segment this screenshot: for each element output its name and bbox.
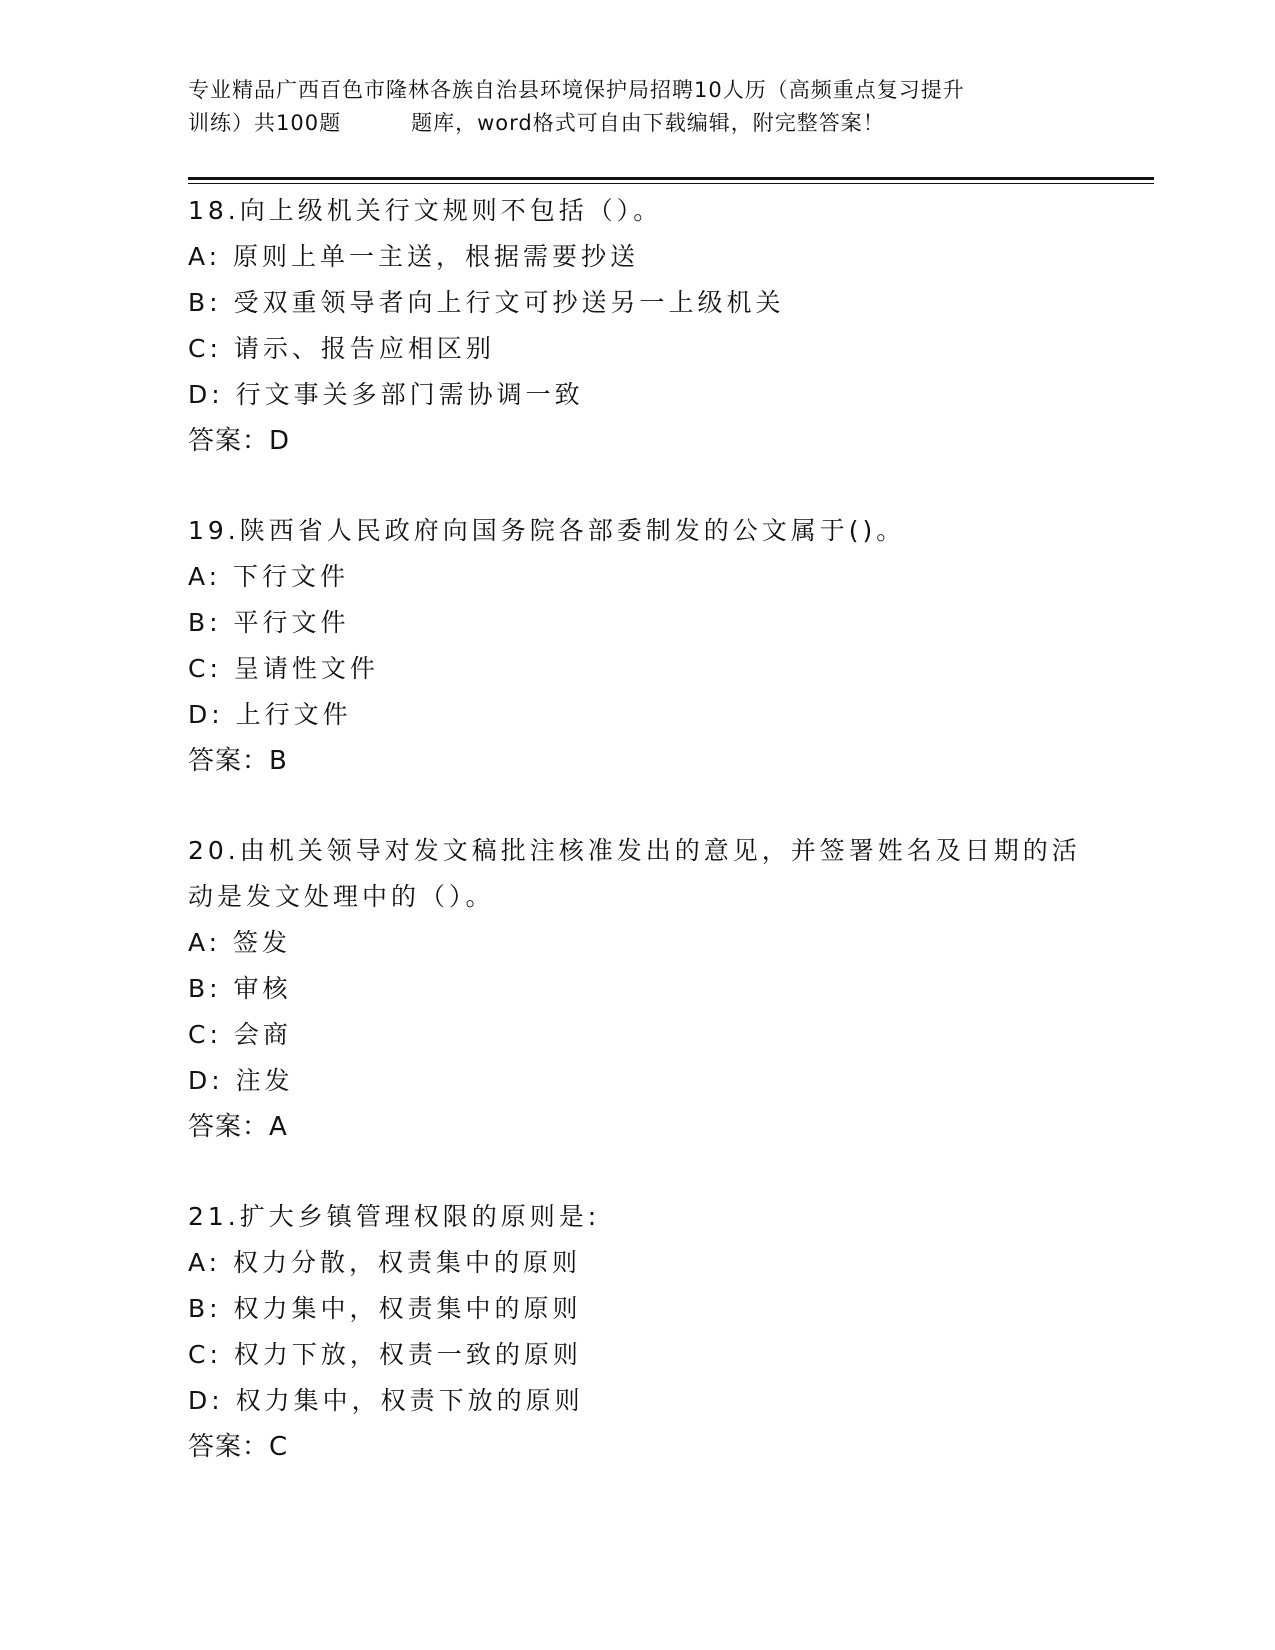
question-stem: 19.陕西省人民政府向国务院各部委制发的公文属于()。 — [188, 516, 906, 545]
option-a: A: 下行文件 — [188, 562, 350, 591]
option-c: C: 呈请性文件 — [188, 654, 379, 683]
option-d: D: 上行文件 — [188, 700, 352, 729]
question-stem: 21.扩大乡镇管理权限的原则是: — [188, 1202, 601, 1231]
header-title-part-1: 训练）共100题 — [188, 111, 342, 135]
option-c: C: 请示、报告应相区别 — [188, 334, 495, 363]
question-19 — [188, 508, 1148, 784]
option-a: A: 权力分散，权责集中的原则 — [188, 1248, 582, 1277]
option-a: A: 签发 — [188, 928, 292, 957]
answer-text: 答案：D — [188, 426, 291, 456]
answer-text: 答案：B — [188, 746, 288, 776]
question-20 — [188, 828, 1148, 1150]
option-b: B: 平行文件 — [188, 608, 350, 637]
header-title-line-1: 专业精品广西百色市隆林各族自治县环境保护局招聘10人历（高频重点复习提升 — [188, 78, 965, 102]
option-b: B: 受双重领导者向上行文可抄送另一上级机关 — [188, 288, 785, 317]
header-title-line-2 — [188, 107, 1088, 140]
question-21 — [188, 1194, 1148, 1470]
header-divider-thick — [188, 177, 1154, 180]
question-18 — [188, 188, 1148, 464]
answer-text: 答案：A — [188, 1112, 288, 1142]
option-d: D: 行文事关多部门需协调一致 — [188, 380, 584, 409]
question-stem: 18.向上级机关行文规则不包括（）。 — [188, 196, 663, 225]
option-a: A: 原则上单一主送，根据需要抄送 — [188, 242, 640, 271]
option-d: D: 注发 — [188, 1066, 294, 1095]
option-b: B: 审核 — [188, 974, 292, 1003]
option-d: D: 权力集中，权责下放的原则 — [188, 1386, 584, 1415]
option-c: C: 会商 — [188, 1020, 292, 1049]
question-stem: 20.由机关领导对发文稿批注核准发出的意见，并签署姓名及日期的活动是发文处理中的（）。 — [188, 836, 1081, 911]
option-c: C: 权力下放，权责一致的原则 — [188, 1340, 582, 1369]
header-title-part-2: 题库，word格式可自由下载编辑，附完整答案！ — [411, 111, 885, 135]
question-list — [188, 188, 1148, 1514]
header-divider-thin — [188, 183, 1154, 184]
answer-text: 答案：C — [188, 1432, 289, 1462]
option-b: B: 权力集中，权责集中的原则 — [188, 1294, 582, 1323]
document-header — [188, 74, 1088, 140]
